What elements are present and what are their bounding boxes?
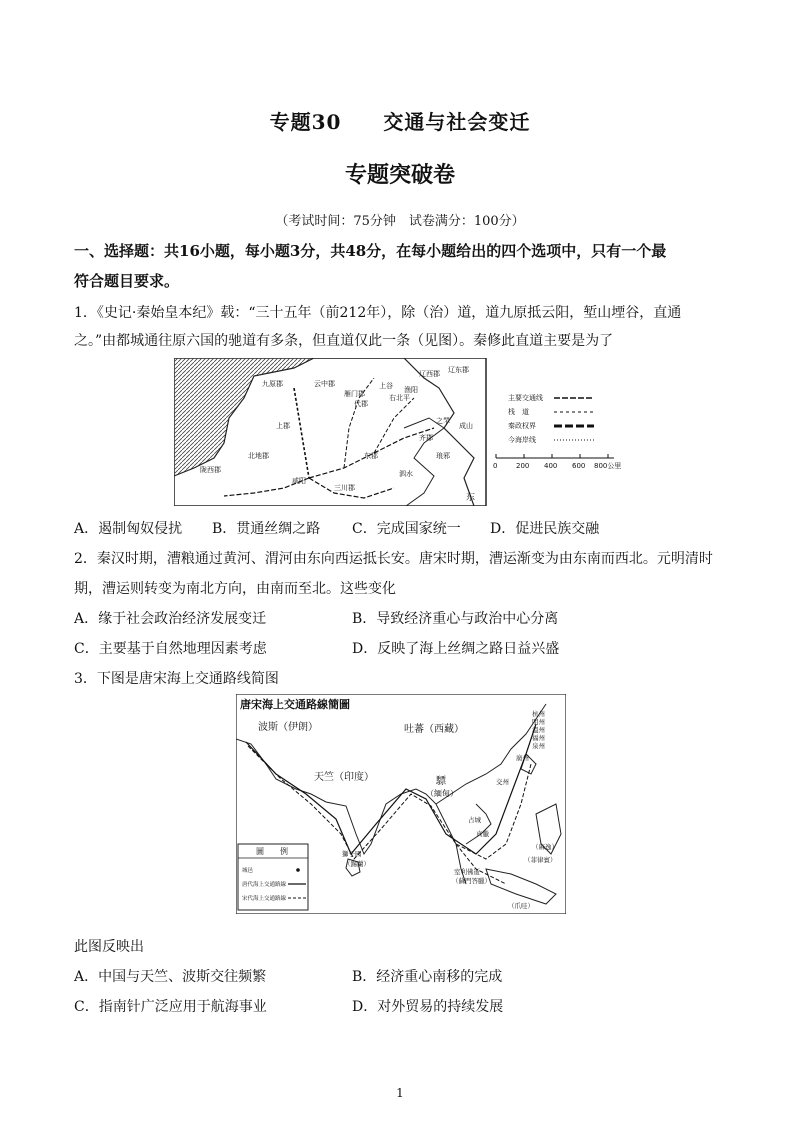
- map-label: 陇西郡: [200, 466, 221, 474]
- label-mingzhou: 明州: [532, 718, 545, 726]
- scale-label: 600: [572, 462, 586, 470]
- map-label: 九原郡: [262, 380, 283, 388]
- map-label: 齐郡: [419, 434, 433, 442]
- q3-option-d[interactable]: D．对外贸易的持续发展: [352, 999, 504, 1015]
- q3-sea-route-map: [236, 694, 566, 914]
- page-title: 专题30 交通与社会变迁: [269, 110, 531, 134]
- scale-label: 0: [493, 462, 498, 470]
- q1-option-c[interactable]: C．完成国家统一: [352, 521, 461, 537]
- q3-option-b[interactable]: B．经济重心南移的完成: [352, 969, 503, 985]
- map-label: 云中郡: [314, 380, 335, 388]
- legend-label: 主要交通线: [508, 394, 543, 402]
- map-label: 东郡: [364, 452, 378, 460]
- map-label: 三川郡: [334, 484, 355, 492]
- legend-title: 圖 例: [256, 847, 288, 856]
- map-label: 上郡: [276, 422, 290, 430]
- q2-text-line1: 2．秦汉时期，漕粮通过黄河、渭河由东向西运抵长安。唐宋时期，漕运渐变为由东南而西北。元明清时: [74, 551, 713, 567]
- q3-after-text: 此图反映出: [74, 939, 144, 955]
- label-wenzhou: 溫州: [532, 726, 545, 734]
- map-label: 泗水: [399, 470, 413, 478]
- page-number: 1: [396, 1086, 404, 1100]
- map-label: 之罘: [436, 417, 450, 425]
- exam-info: （考试时间：75分钟 试卷满分：100分）: [275, 214, 525, 229]
- legend-label: 城邑: [242, 868, 254, 874]
- map-title: 唐宋海上交通路線簡圖: [240, 698, 350, 711]
- q3-text-line1: 3．下图是唐宋海上交通路线简图: [74, 671, 279, 687]
- label-srilanka: 獅子國: [342, 850, 362, 858]
- q1-option-b[interactable]: B．贯通丝绸之路: [212, 521, 321, 537]
- map-label: 琅邪: [436, 452, 450, 460]
- label-quanzhou: 泉州: [532, 742, 545, 750]
- q1-qin-map: [174, 358, 624, 506]
- label-champa: 占城: [468, 816, 481, 824]
- label-tibet: 吐蕃（西藏）: [404, 724, 464, 735]
- section-heading-line1: 一、选择题：共16小题，每小题3分，共48分，在每小题给出的四个选项中，只有一个最: [74, 242, 667, 260]
- label-philippines: （菲律賓）: [524, 856, 557, 864]
- q3-option-c[interactable]: C．指南针广泛应用于航海事业: [74, 999, 267, 1015]
- map-label: 雁门郡: [344, 390, 365, 398]
- map-legend: [238, 844, 308, 910]
- label-jiaozhou: 交州: [496, 778, 509, 786]
- map-label: 咸阳: [292, 477, 306, 485]
- label-zhenla: 真臘: [476, 830, 489, 838]
- q2-option-b[interactable]: B．导致经济重心与政治中心分离: [352, 611, 559, 627]
- legend-label: 秦政权界: [508, 422, 536, 430]
- q2-text-line2: 期，漕运则转变为南北方向，由南而至北。这些变化: [74, 581, 396, 597]
- map-label: 右北平: [389, 394, 410, 402]
- label-burma-2: （緬甸）: [426, 789, 458, 798]
- map-label: 辽西郡: [419, 370, 440, 378]
- q2-option-a[interactable]: A．缘于社会政治经济发展变迁: [74, 611, 267, 627]
- legend-label: 栈 道: [508, 408, 529, 416]
- map-label: 代郡: [354, 400, 368, 408]
- label-luzon: （麻逸）: [532, 843, 558, 851]
- q1-option-d[interactable]: D．促进民族交融: [490, 521, 600, 537]
- label-sumatra: 室利佛逝: [454, 868, 480, 876]
- q1-text-line1: 1．《史记·秦始皇本纪》载：“三十五年（前212年），除（治）道，道九原抵云阳，堑山堙谷，直通: [74, 305, 682, 321]
- label-sumatra-2: （蘇門答臘）: [452, 877, 491, 885]
- label-guangzhou: 廣州: [516, 754, 529, 762]
- scale-label: 200: [516, 462, 530, 470]
- map-label: 上谷: [379, 382, 393, 390]
- label-srilanka-2: （錫蘭）: [344, 860, 370, 868]
- label-hangzhou: 杭州: [532, 710, 545, 718]
- legend-label: 今海岸线: [508, 436, 536, 444]
- label-india: 天竺（印度）: [314, 772, 374, 783]
- scale-label: 800公里: [594, 462, 622, 470]
- label-burma: 驃: [436, 776, 446, 787]
- label-fuzhou: 福州: [532, 734, 545, 742]
- map-label: 辽东郡: [448, 366, 469, 374]
- legend-label: 唐代海上交通路線: [242, 882, 287, 888]
- map-label: 成山: [459, 422, 473, 430]
- section-heading-line2: 符合题目要求。: [74, 272, 180, 290]
- scale-label: 400: [544, 462, 558, 470]
- legend-label: 宋代海上交通路線: [242, 896, 287, 902]
- map-corner: 东: [466, 493, 476, 503]
- label-java: （爪哇）: [508, 902, 534, 910]
- q1-option-a[interactable]: A．遏制匈奴侵扰: [74, 521, 183, 537]
- q1-text-line2: 之。”由都城通往原六国的驰道有多条，但直道仅此一条（见图）。秦修此直道主要是为了: [74, 333, 614, 349]
- map-label: 北地郡: [248, 452, 269, 460]
- page-subtitle: 专题突破卷: [344, 162, 455, 188]
- q3-option-a[interactable]: A．中国与天竺、波斯交往频繁: [74, 969, 267, 985]
- map-label: 渔阳: [404, 386, 418, 394]
- label-persia: 波斯（伊朗）: [258, 722, 318, 733]
- q2-option-c[interactable]: C．主要基于自然地理因素考虑: [74, 641, 267, 657]
- q2-option-d[interactable]: D．反映了海上丝绸之路日益兴盛: [352, 641, 560, 657]
